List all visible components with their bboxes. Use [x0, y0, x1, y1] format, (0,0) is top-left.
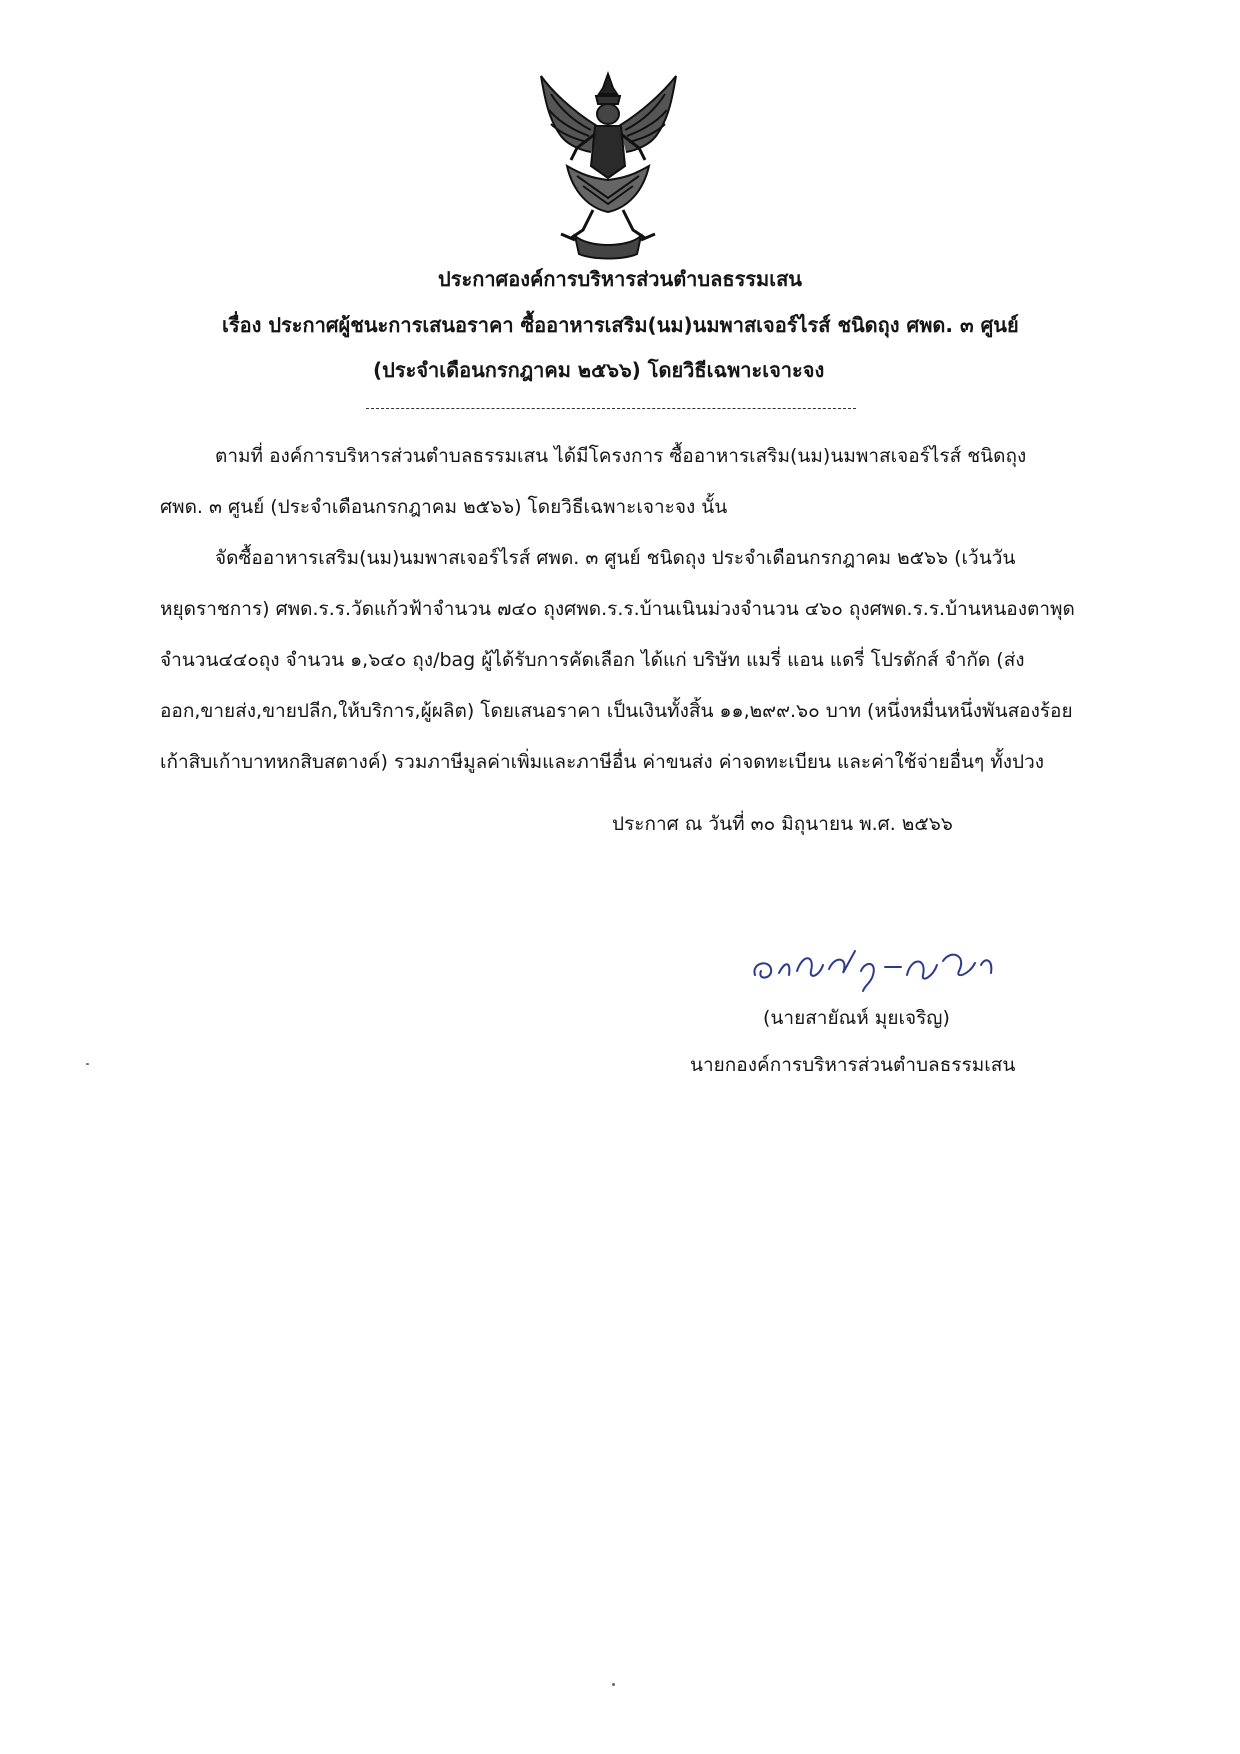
signatory-position: นายกองค์การบริหารส่วนตำบลธรรมเสน — [690, 1054, 1016, 1076]
announcement-title: ประกาศองค์การบริหารส่วนตำบลธรรมเสน — [438, 267, 802, 291]
handwritten-signature — [745, 935, 1005, 995]
paragraph-2-line-3: จำนวน๔๔๐ถุง จำนวน ๑,๖๔๐ ถุง/bag ผู้ได้รับการคัดเลือก ได้แก่ บริษัท แมรี่ แอน แดรี่ โปรดักส์ จำกัด (ส่ง — [160, 649, 1025, 671]
signatory-name: (นายสายัณห์ มุยเจริญ) — [763, 1007, 950, 1029]
announcement-date: ประกาศ ณ วันที่ ๓๐ มิถุนายน พ.ศ. ๒๕๖๖ — [612, 813, 953, 835]
scan-speck — [612, 1683, 615, 1686]
paragraph-2-line-1: จัดซื้ออาหารเสริม(นม)นมพาสเจอร์ไรส์ ศพด. ๓ ศูนย์ ชนิดถุง ประจำเดือนกรกฎาคม ๒๕๖๖ (เว้นวัน — [215, 547, 1016, 569]
paragraph-1-line-2: ศพด. ๓ ศูนย์ (ประจำเดือนกรกฎาคม ๒๕๖๖) โดยวิธีเฉพาะเจาะจง นั้น — [160, 496, 728, 518]
announcement-subject: เรื่อง ประกาศผู้ชนะการเสนอราคา ซื้ออาหารเสริม(นม)นมพาสเจอร์ไรส์ ชนิดถุง ศพด. ๓ ศูนย์ — [222, 313, 1019, 337]
garuda-emblem-icon — [531, 70, 686, 260]
header-separator-line — [366, 408, 856, 409]
announcement-subject-continued: (ประจำเดือนกรกฎาคม ๒๕๖๖) โดยวิธีเฉพาะเจาะจง — [373, 358, 825, 382]
paragraph-2-line-5: เก้าสิบเก้าบาทหกสิบสตางค์) รวมภาษีมูลค่าเพิ่มและภาษีอื่น ค่าขนส่ง ค่าจดทะเบียน และค่าใช้จ่ายอื่นๆ ทั้งปวง — [160, 751, 1045, 773]
paragraph-2-line-4: ออก,ขายส่ง,ขายปลีก,ให้บริการ,ผู้ผลิต) โดยเสนอราคา เป็นเงินทั้งสิ้น ๑๑,๒๙๙.๖๐ บาท (หนึ่งหมื่นหนึ่งพันสองร้อย — [160, 700, 1073, 722]
paragraph-2-line-2: หยุดราชการ) ศพด.ร.ร.วัดแก้วฟ้าจำนวน ๗๔๐ ถุงศพด.ร.ร.บ้านเนินม่วงจำนวน ๔๖๐ ถุงศพด.ร.ร.บ้านหนองตาพุด — [160, 598, 1075, 620]
scan-speck — [86, 1063, 89, 1065]
paragraph-1-line-1: ตามที่ องค์การบริหารส่วนตำบลธรรมเสน ได้มีโครงการ ซื้ออาหารเสริม(นม)นมพาสเจอร์ไรส์ ชนิดถุง — [215, 445, 1027, 467]
